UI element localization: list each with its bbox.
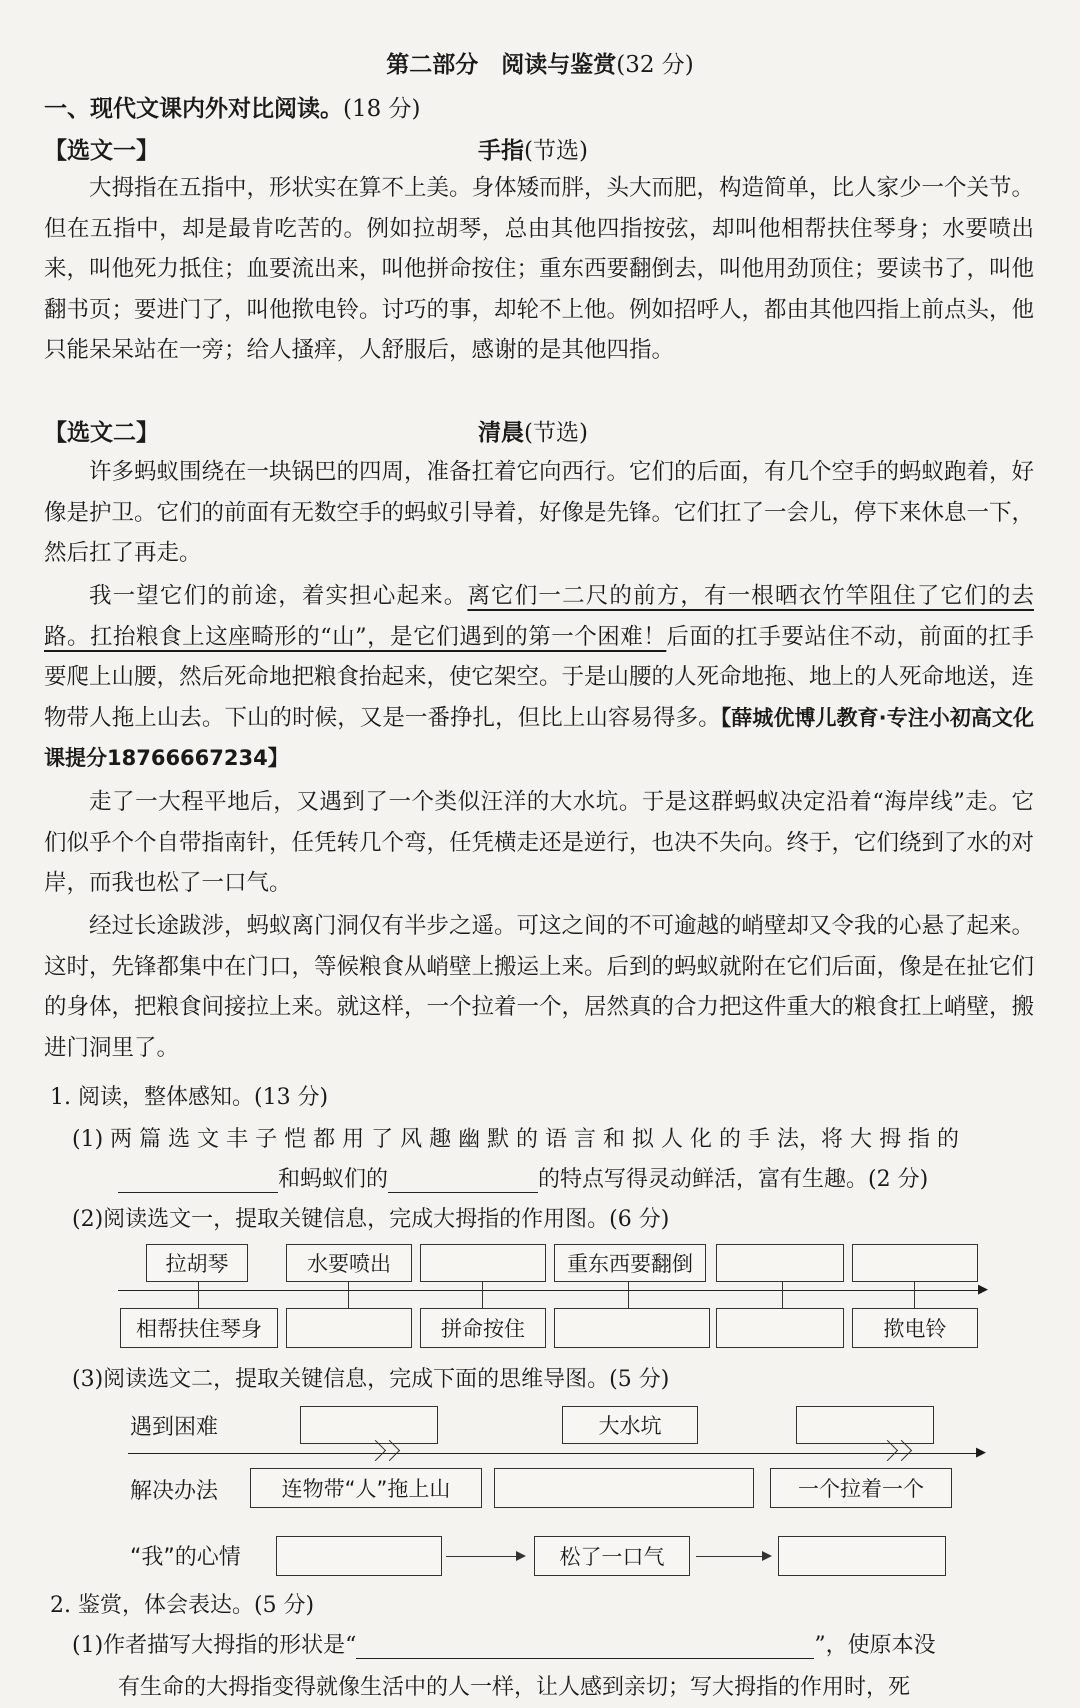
diagram1-top-answer-box[interactable] <box>420 1244 546 1282</box>
diagram1-bottom-box: 相帮扶住琴身 <box>120 1308 278 1348</box>
diagram1-top-answer-box[interactable] <box>716 1244 844 1282</box>
passage1-title: 手指(节选) <box>478 137 588 164</box>
diagram1-bottom-answer-box[interactable] <box>554 1308 710 1348</box>
question-2-1-line2: 有生命的大拇指变得就像生活中的人一样，让人感到亲切；写大拇指的作用时，死 <box>118 1675 911 1700</box>
part-score: (32 分) <box>616 52 694 78</box>
diagram1-bottom-answer-box[interactable] <box>716 1308 844 1348</box>
passage1-label: 【选文一】 <box>44 137 159 164</box>
diagram1-bottom-box: 揿电铃 <box>852 1308 978 1348</box>
diagram2-row-label: 解决办法 <box>130 1479 219 1504</box>
question-1-1-line2: 和蚂蚁们的 的特点写得灵动鲜活，富有生趣。(2 分) <box>118 1162 928 1193</box>
arrowhead-icon: ▶ <box>978 1282 988 1297</box>
diagram2-box: 松了一口气 <box>534 1536 690 1576</box>
question-2-1-line1: (1)作者描写大拇指的形状是“ ”，使原本没 <box>72 1633 936 1658</box>
diagram2-box: 大水坑 <box>562 1406 698 1444</box>
passage1-text: 大拇指在五指中，形状实在算不上美。身体矮而胖，头大而肥，构造简单，比人家少一个关节。但在五指中，却是最肯吃苦的。例如拉胡琴，总由其他四指按弦，却叫他相帮扶住琴身；水要喷出来，叫他死力抵住；血要流出来，叫他拼命按住；重东西要翻倒去，叫他用劲顶住；要读书了，叫他翻书页；要进门了，叫他揿电铃。讨巧的事，却轮不上他。例如招呼人，都由其他四指上前点头，他只能呆呆站在一旁；给人搔痒，人舒服后，感谢的是其他四指。 <box>44 175 1035 363</box>
diagram2-answer-box[interactable] <box>300 1406 438 1444</box>
question-1-1-line1: (1) 两 篇 选 文 丰 子 恺 都 用 了 风 趣 幽 默 的 语 言 和 拟 人 化 的 手 法，将 大 拇 指 的 <box>72 1127 959 1152</box>
answer-blank[interactable] <box>118 1166 278 1193</box>
arrowhead-icon: ▶ <box>976 1445 986 1460</box>
advertisement-text: 【薛城优博儿教育·专注小初高文化课提分18766667234】 <box>44 705 1034 770</box>
question-1-title: 1. 阅读，整体感知。(13 分) <box>50 1085 329 1110</box>
diagram1-top-box: 水要喷出 <box>286 1244 412 1282</box>
diagram1-top-answer-box[interactable] <box>852 1244 978 1282</box>
answer-blank[interactable] <box>388 1166 538 1193</box>
diagram1-bottom-answer-box[interactable] <box>286 1308 412 1348</box>
passage2-title: 清晨(节选) <box>478 419 588 446</box>
diagram2-row-label: “我”的心情 <box>130 1545 241 1570</box>
diagram2-box: 连物带“人”拖上山 <box>250 1468 482 1508</box>
arrow-connector <box>446 1556 524 1557</box>
passage2-label: 【选文二】 <box>44 419 159 446</box>
passage2-paragraph-1: 许多蚂蚁围绕在一块锅巴的四周，准备扛着它向西行。它们的后面，有几个空手的蚂蚁跑着，好像是护卫。它们的前面有无数空手的蚂蚁引导着，好像是先锋。它们扛了一会儿，停下来休息一下，然后扛了再走。 <box>44 459 1035 566</box>
diagram1-axis <box>118 1290 982 1291</box>
arrow-connector <box>696 1556 770 1557</box>
diagram1-bottom-box: 拼命按住 <box>420 1308 546 1348</box>
diagram2-answer-box[interactable] <box>778 1536 946 1576</box>
part-title: 第二部分 阅读与鉴赏(32 分) <box>386 51 694 78</box>
underlined-sentence: 离它们一二尺的前方，有一根晒衣竹竿阻住了它们的去路。扛抬粮食上这座畸形的“山”，是它们遇到的第一个困难！ <box>44 583 1034 650</box>
question-2-title: 2. 鉴赏，体会表达。(5 分) <box>50 1593 315 1618</box>
diagram1-top-box: 重东西要翻倒 <box>554 1244 706 1282</box>
diagram2-box: 一个拉着一个 <box>770 1468 952 1508</box>
answer-blank[interactable] <box>356 1632 814 1659</box>
diagram2-row-label: 遇到困难 <box>130 1415 219 1440</box>
diagram2-axis <box>128 1453 980 1454</box>
diagram2-answer-box[interactable] <box>796 1406 934 1444</box>
passage2-paragraph-3: 走了一大程平地后，又遇到了一个类似汪洋的大水坑。于是这群蚂蚁决定沿着“海岸线”走。它们似乎个个自带指南针，任凭转几个弯，任凭横走还是逆行，也决不失向。终于，它们绕到了水的对岸，而我也松了一口气。 <box>44 789 1035 896</box>
diagram2-answer-box[interactable] <box>276 1536 442 1576</box>
passage2-paragraph-4: 经过长途跋涉，蚂蚁离门洞仅有半步之遥。可这之间的不可逾越的峭壁却又令我的心悬了起来。这时，先锋都集中在门口，等候粮食从峭壁上搬运上来。后到的蚂蚁就附在它们后面，像是在扯它们的身体，把粮食间接拉上来。就这样，一个拉着一个，居然真的合力把这件重大的粮食扛上峭壁，搬进门洞里了。 <box>44 913 1035 1061</box>
question-1-2: (2)阅读选文一，提取关键信息，完成大拇指的作用图。(6 分) <box>72 1207 670 1232</box>
diagram1-top-box: 拉胡琴 <box>146 1244 248 1282</box>
diagram2-answer-box[interactable] <box>494 1468 754 1508</box>
passage2-paragraph-2: 我一望它们的前途，着实担心起来。离它们一二尺的前方，有一根晒衣竹竿阻住了它们的去路。扛抬粮食上这座畸形的“山”，是它们遇到的第一个困难！后面的扛手要站住不动，前面的扛手要爬上山腰，然后死命地把粮食抬起来，使它架空。于是山腰的人死命地拖、地上的人死命地送，连物带人拖上山去。下山的时候，又是一番挣扎，但比上山容易得多。【薛城优博儿教育·专注小初高文化课提分18766667234】 <box>44 583 1035 770</box>
question-1-3: (3)阅读选文二，提取关键信息，完成下面的思维导图。(5 分) <box>72 1367 670 1392</box>
section-heading: 一、现代文课内外对比阅读。(18 分) <box>44 95 421 122</box>
